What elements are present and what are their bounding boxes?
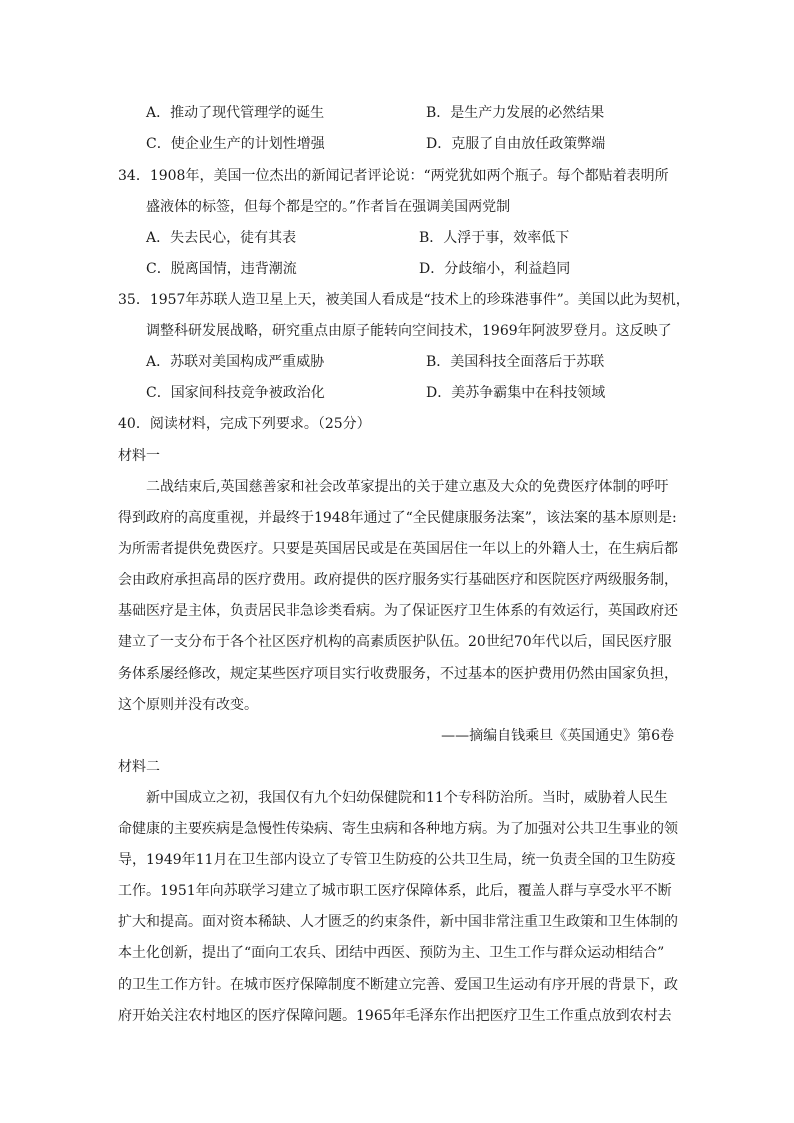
q35-stem-line1: 35．1957年苏联人造卫星上天，被美国人看成是“技术上的珍珠港事件”。美国以此为契机， (118, 292, 690, 308)
q40-stem: 40．阅读材料，完成下列要求。（25分） (118, 416, 371, 432)
q35-option-d: D．美苏争霸集中在科技领域 (426, 385, 606, 401)
material2-line: 命健康的主要疾病是急慢性传染病、寄生虫病和各种地方病。为了加强对公共卫生事业的领 (118, 821, 678, 837)
q35-stem-line2: 调整科研发展战略，研究重点由原子能转向空间技术，1969年阿波罗登月。这反映了 (146, 323, 672, 339)
q33-option-a: A．推动了现代管理学的诞生 (146, 105, 325, 121)
q33-option-b: B．是生产力发展的必然结果 (426, 105, 605, 121)
q34-option-d: D．分歧缩小，利益趋同 (419, 261, 571, 277)
material1-line: 这个原则并没有改变。 (118, 697, 258, 713)
material1-line: 二战结束后,英国慈善家和社会改革家提出的关于建立惠及大众的免费医疗体制的呼吁 (146, 479, 669, 495)
material2-line: 导，1949年11月在卫生部内设立了专管卫生防疫的公共卫生局，统一负责全国的卫生防疫 (118, 852, 676, 868)
material2-line: 工作。1951年向苏联学习建立了城市职工医疗保障体系，此后，覆盖人群与享受水平不断 (118, 883, 672, 899)
material2-line: 新中国成立之初，我国仅有九个妇幼保健院和11个专科防治所。当时，威胁着人民生 (146, 790, 668, 806)
q33-option-d: D．克服了自由放任政策弊端 (426, 136, 606, 152)
q35-option-a: A．苏联对美国构成严重威胁 (146, 354, 325, 370)
material1-line: 为所需者提供免费医疗。只要是英国居民或是在英国居住一年以上的外籍人士，在生病后都 (118, 541, 678, 557)
material2-line: 扩大和提高。面对资本稀缺、人才匮乏的约束条件，新中国非常注重卫生政策和卫生体制的 (118, 914, 678, 930)
q34-option-a: A．失去民心，徒有其表 (146, 230, 297, 246)
material1-line: 会由政府承担高昂的医疗费用。政府提供的医疗服务实行基础医疗和医院医疗两级服务制， (118, 572, 678, 588)
material2-line: 本土化创新，提出了“面向工农兵、团结中西医、预防为主、卫生工作与群众运动相结合” (118, 945, 665, 961)
q34-stem-line2: 盛液体的标签，但每个都是空的。”作者旨在强调美国两党制 (146, 199, 511, 215)
q34-option-b: B．人浮于事，效率低下 (419, 230, 570, 246)
q35-option-b: B．美国科技全面落后于苏联 (426, 354, 605, 370)
material2-line: 的卫生工作方针。在城市医疗保障制度不断建立完善、爱国卫生运动有序开展的背景下，政 (118, 977, 678, 993)
material1-source: ——摘编自钱乘旦《英国通史》第6卷 (441, 728, 674, 744)
q35-option-c: C．国家间科技竞争被政治化 (146, 385, 325, 401)
material2-line: 府开始关注农村地区的医疗保障问题。1965年毛泽东作出把医疗卫生工作重点放到农村去 (118, 1008, 672, 1024)
material1-heading: 材料一 (118, 448, 160, 464)
q33-option-c: C．使企业生产的计划性增强 (146, 136, 325, 152)
q34-stem-line1: 34．1908年，美国一位杰出的新闻记者评论说：“两党犹如两个瓶子。每个都贴着表明所 (118, 168, 669, 184)
material1-line: 基础医疗是主体，负责居民非急诊类看病。为了保证医疗卫生体系的有效运行，英国政府还 (118, 603, 678, 619)
material2-heading: 材料二 (118, 759, 160, 775)
q34-option-c: C．脱离国情，违背潮流 (146, 261, 297, 277)
material1-line: 务体系屡经修改，规定某些医疗项目实行收费服务，不过基本的医护费用仍然由国家负担， (118, 666, 678, 682)
material1-line: 建立了一支分布于各个社区医疗机构的高素质医护队伍。20世纪70年代以后，国民医疗服 (118, 634, 672, 650)
material1-line: 得到政府的高度重视，并最终于1948年通过了“全民健康服务法案”，该法案的基本原则是: (118, 510, 677, 526)
